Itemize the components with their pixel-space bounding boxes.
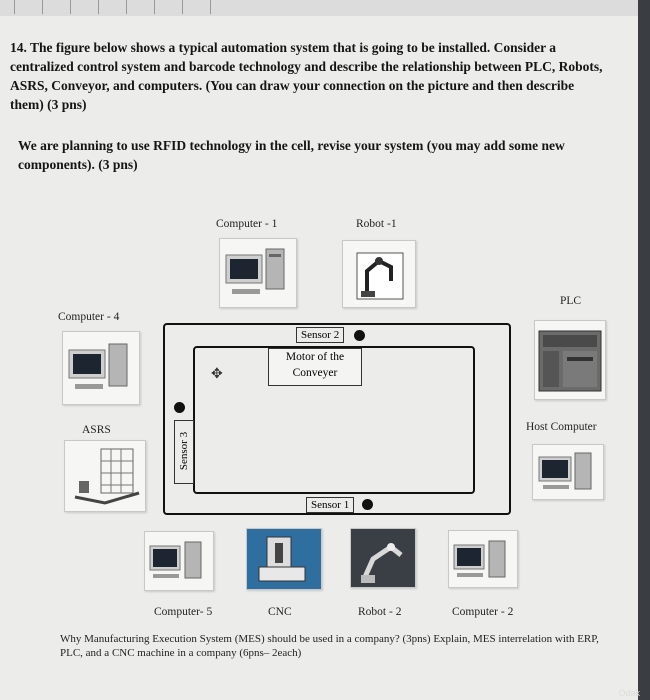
plc-label: PLC (560, 295, 582, 307)
computer-icon (533, 445, 603, 499)
motor-label: Motor of the Conveyer (285, 351, 345, 379)
computer-2-label: Computer - 2 (452, 606, 514, 618)
sensor-3-box (174, 420, 194, 484)
mes-question-text: Why Manufacturing Execution System (MES) should be used in a company? (3pns) Explain, MES interrelation with ERP, PLC, and a CNC machine in a company (6pns– 2each) (60, 633, 599, 659)
sensor-1-label: Sensor 1 (306, 497, 354, 513)
header-strip (0, 0, 638, 16)
robot-2-image (350, 528, 416, 588)
host-computer-image (532, 444, 604, 500)
computer-icon (449, 531, 517, 587)
asrs-image (64, 440, 146, 512)
question-14-text: 14. The figure below shows a typical automation system that is going to be installed. Consider a centralized control system and barcode technology and describe the relationship between PLC, Robots, ASRS, Conveyor, and computers. (You can draw your connection on the picture and then describe them) (3 pns) (10, 40, 603, 112)
plc-icon (535, 321, 605, 399)
sensor-3-dot (174, 402, 185, 413)
computer-1-image (219, 238, 297, 308)
computer-icon (63, 332, 139, 404)
robot-arm-icon (343, 241, 415, 307)
motor-box (268, 348, 362, 386)
cnc-machine-icon (247, 529, 321, 589)
robot-1-image (342, 240, 416, 308)
cnc-image (246, 528, 322, 590)
sensor-1-dot (362, 499, 373, 510)
computer-icon (220, 239, 296, 307)
host-computer-label: Host Computer (526, 421, 597, 433)
plc-image (534, 320, 606, 400)
robot-1-label: Robot -1 (356, 218, 397, 230)
sensor-3-label: Sensor 3 (178, 431, 190, 471)
move-cursor-icon: ✥ (211, 367, 223, 382)
odak-watermark: Odak (618, 688, 640, 698)
question-rfid-text: We are planning to use RFID technology in the cell, revise your system (you may add some new components). (3 pns) (18, 138, 565, 172)
asrs-icon (65, 441, 145, 511)
cnc-label: CNC (268, 606, 292, 618)
computer-icon (145, 532, 213, 590)
robot-arm-icon (351, 529, 415, 587)
sensor-2-dot (354, 330, 365, 341)
computer-5-label: Computer- 5 (154, 606, 213, 618)
computer-1-label: Computer - 1 (216, 218, 278, 230)
computer-2-image (448, 530, 518, 588)
computer-5-image (144, 531, 214, 591)
computer-4-label: Computer - 4 (58, 311, 120, 323)
asrs-label: ASRS (82, 424, 111, 436)
robot-2-label: Robot - 2 (358, 606, 402, 618)
computer-4-image (62, 331, 140, 405)
sensor-2-label: Sensor 2 (296, 327, 344, 343)
